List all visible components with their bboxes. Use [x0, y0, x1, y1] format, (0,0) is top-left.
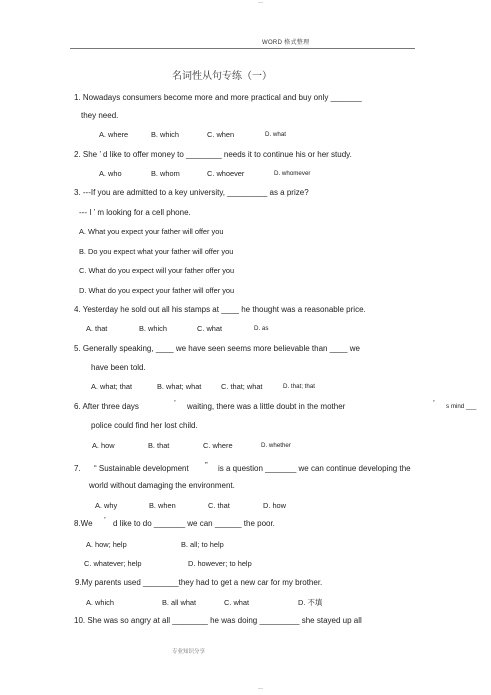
- question-7-option-a: A. why: [95, 501, 118, 510]
- question-9-option-d: D. 不填: [298, 598, 323, 607]
- question-3-line-1: 3. ---If you are admitted to a key university, _________ as a prize?: [74, 188, 309, 197]
- question-2-option-a: A. who: [99, 169, 122, 178]
- top-page-mark: —: [258, 0, 263, 6]
- question-6-line-1-part-1: 6. After three days: [74, 402, 139, 411]
- question-4-line-1: 4. Yesterday he sold out all his stamps at ____ he thought was a reasonable price.: [74, 305, 366, 314]
- question-6-apostrophe-2: ’: [433, 399, 435, 408]
- question-4-option-d: D. as: [254, 325, 269, 332]
- question-8-option-c: C. whatever; help: [84, 559, 142, 568]
- question-1-option-b: B. which: [151, 130, 179, 139]
- page-title: 名词性从句专练（一）: [172, 71, 272, 82]
- document-footer-label: 专业知识分享: [172, 649, 206, 655]
- question-9-line-1: 9.My parents used ________they had to get a new car for my brother.: [75, 578, 323, 587]
- question-9-option-c: C. what: [224, 598, 250, 607]
- question-3-option-b: B. Do you expect what your father will offer you: [79, 247, 234, 256]
- question-2-line-1: 2. She ’ d like to offer money to ________ needs it to continue his or her study.: [74, 150, 352, 159]
- question-5-line-1: 5. Generally speaking, ____ we have seen seems more believable than ____ we: [74, 344, 360, 353]
- question-1-line-2: they need.: [81, 111, 119, 120]
- question-7-close-quote: ”: [205, 461, 208, 470]
- document-header-label: WORD 格式整理: [262, 40, 310, 46]
- question-5-option-c: C. that; what: [221, 382, 263, 391]
- question-6-option-b: B. that: [148, 441, 170, 450]
- question-5-line-2: have been told.: [91, 363, 146, 372]
- question-8-apostrophe: ’: [104, 516, 106, 525]
- bottom-page-mark: —: [258, 686, 263, 692]
- question-1-line-1: 1. Nowadays consumers become more and more practical and buy only _______: [74, 93, 362, 102]
- question-4-option-c: C. what: [197, 324, 223, 333]
- question-7-option-b: B. when: [149, 501, 176, 510]
- question-3-option-c: C. What do you expect will your father offer you: [79, 266, 235, 275]
- question-7-option-d: D. how: [263, 501, 287, 510]
- question-6-option-c: C. where: [203, 441, 233, 450]
- question-7-number: 7.: [74, 464, 81, 473]
- question-1-option-c: C. when: [207, 130, 235, 139]
- question-8-option-b: B. all; to help: [181, 540, 224, 549]
- question-2-option-d: D. whomever: [274, 170, 311, 177]
- question-8-option-d: D. however; to help: [188, 559, 252, 568]
- question-7-option-c: C. that: [208, 501, 230, 510]
- question-8-line-1-part-1: 8.We: [74, 519, 93, 528]
- question-10-line-1: 10. She was so angry at all ________ he was doing _________ she stayed up all: [74, 616, 362, 625]
- question-8-option-a: A. how; help: [86, 540, 127, 549]
- question-9-option-a: A. which: [86, 598, 114, 607]
- question-5-option-a: A. what; that: [91, 382, 133, 391]
- question-9-option-b: B. all what: [162, 598, 197, 607]
- question-2-option-b: B. whom: [151, 169, 180, 178]
- question-7-line-2: world without damaging the environment.: [89, 481, 235, 490]
- question-6-option-d: D. whether: [261, 442, 291, 449]
- question-3-line-2: --- I ’ m looking for a cell phone.: [79, 208, 191, 217]
- question-4-option-a: A. that: [86, 324, 108, 333]
- question-5-option-b: B. what; what: [157, 382, 202, 391]
- question-1-option-a: A. where: [99, 130, 129, 139]
- question-2-option-c: C. whoever: [207, 169, 245, 178]
- question-6-line-1-part-2: waiting, there was a little doubt in the mother: [187, 402, 346, 411]
- question-6-line-1-part-3: s mind ___: [446, 403, 477, 410]
- question-1-option-d: D. what: [265, 131, 286, 138]
- question-7-line-1-part-1: “ Sustainable development: [94, 464, 189, 473]
- header-rule: [70, 48, 415, 49]
- question-5-option-d: D. that; that: [283, 383, 315, 390]
- question-6-option-a: A. how: [92, 441, 115, 450]
- question-6-apostrophe-1: ’: [174, 399, 176, 408]
- question-8-line-1-part-2: d like to do _______ we can ______ the poor.: [113, 519, 275, 528]
- question-6-line-2: police could find her lost child.: [91, 421, 198, 430]
- question-4-option-b: B. which: [139, 324, 167, 333]
- question-3-option-a: A. What you expect your father will offer you: [79, 227, 224, 236]
- question-3-option-d: D. What do you expect your father will offer you: [79, 286, 235, 295]
- question-7-line-1-part-2: is a question _______ we can continue developing the: [218, 464, 411, 473]
